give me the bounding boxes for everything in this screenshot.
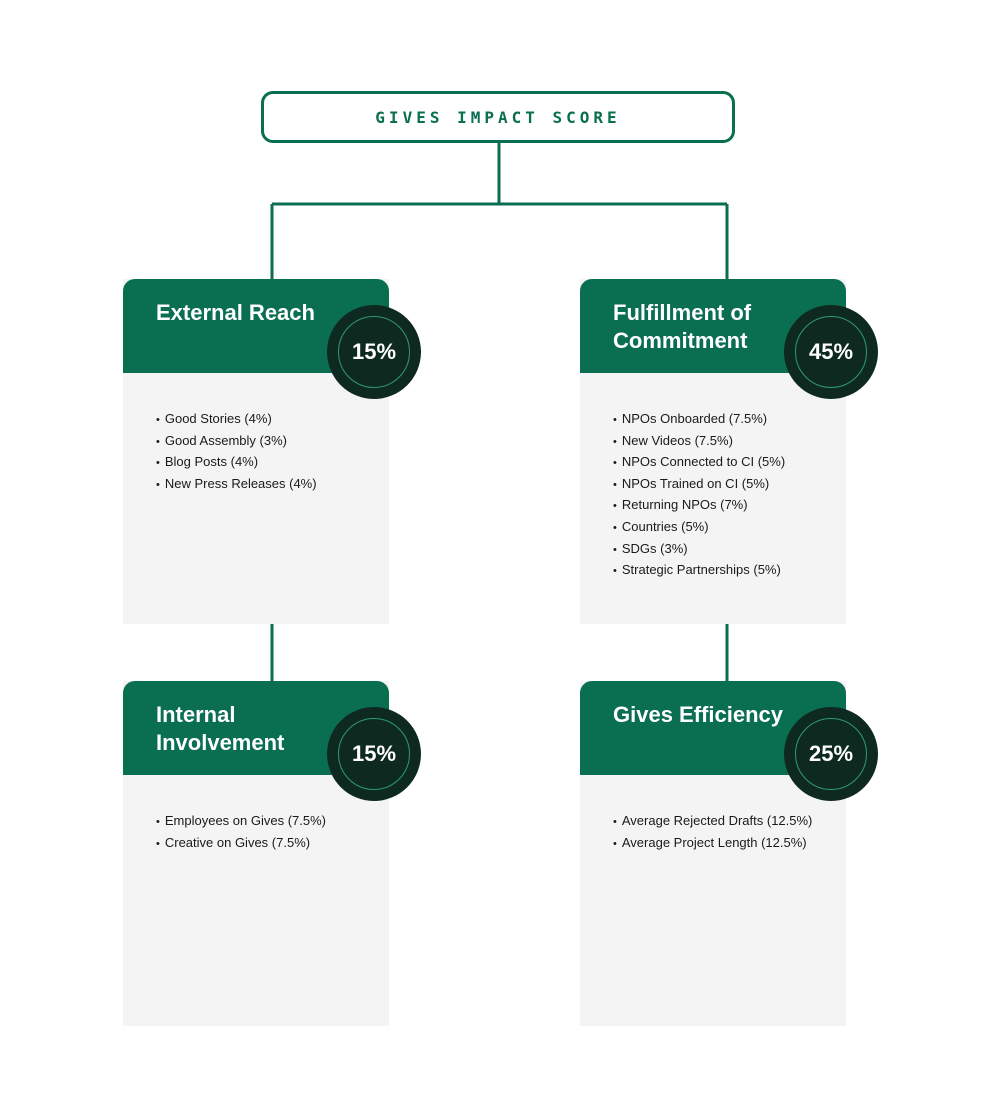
list-item: • New Press Releases (4%)	[156, 474, 317, 496]
list-item: • NPOs Connected to CI (5%)	[613, 452, 785, 474]
list-item: • Average Rejected Drafts (12.5%)	[613, 811, 812, 833]
percent-value: 45%	[795, 316, 867, 388]
list-item: • Creative on Gives (7.5%)	[156, 833, 326, 855]
list-item: • Good Assembly (3%)	[156, 431, 317, 453]
card-title: Gives Efficiency	[613, 702, 783, 727]
percent-value: 15%	[338, 718, 410, 790]
list-item: • Blog Posts (4%)	[156, 452, 317, 474]
percent-badge	[784, 707, 878, 801]
root-title: GIVES IMPACT SCORE	[375, 107, 621, 127]
list-item: • NPOs Trained on CI (5%)	[613, 474, 785, 496]
percent-value: 25%	[795, 718, 867, 790]
list-item: • NPOs Onboarded (7.5%)	[613, 409, 785, 431]
percent-badge	[327, 707, 421, 801]
card-fulfillment-of-commitment	[580, 279, 854, 624]
metric-list	[613, 409, 785, 582]
percent-value: 15%	[338, 316, 410, 388]
card-internal-involvement	[123, 681, 397, 1026]
metric-list	[613, 811, 812, 854]
root-node	[261, 91, 735, 143]
card-gives-efficiency	[580, 681, 854, 1026]
list-item: • Strategic Partnerships (5%)	[613, 560, 785, 582]
list-item: • SDGs (3%)	[613, 539, 785, 561]
list-item: • Average Project Length (12.5%)	[613, 833, 812, 855]
metric-list	[156, 811, 326, 854]
card-title: External Reach	[156, 300, 315, 325]
metric-list	[156, 409, 317, 495]
card-title: Fulfillment of Commitment	[613, 300, 752, 353]
card-title: Internal Involvement	[156, 702, 285, 755]
percent-badge	[784, 305, 878, 399]
list-item: • Countries (5%)	[613, 517, 785, 539]
list-item: • New Videos (7.5%)	[613, 431, 785, 453]
percent-badge	[327, 305, 421, 399]
list-item: • Good Stories (4%)	[156, 409, 317, 431]
card-external-reach	[123, 279, 397, 624]
list-item: • Returning NPOs (7%)	[613, 495, 785, 517]
list-item: • Employees on Gives (7.5%)	[156, 811, 326, 833]
